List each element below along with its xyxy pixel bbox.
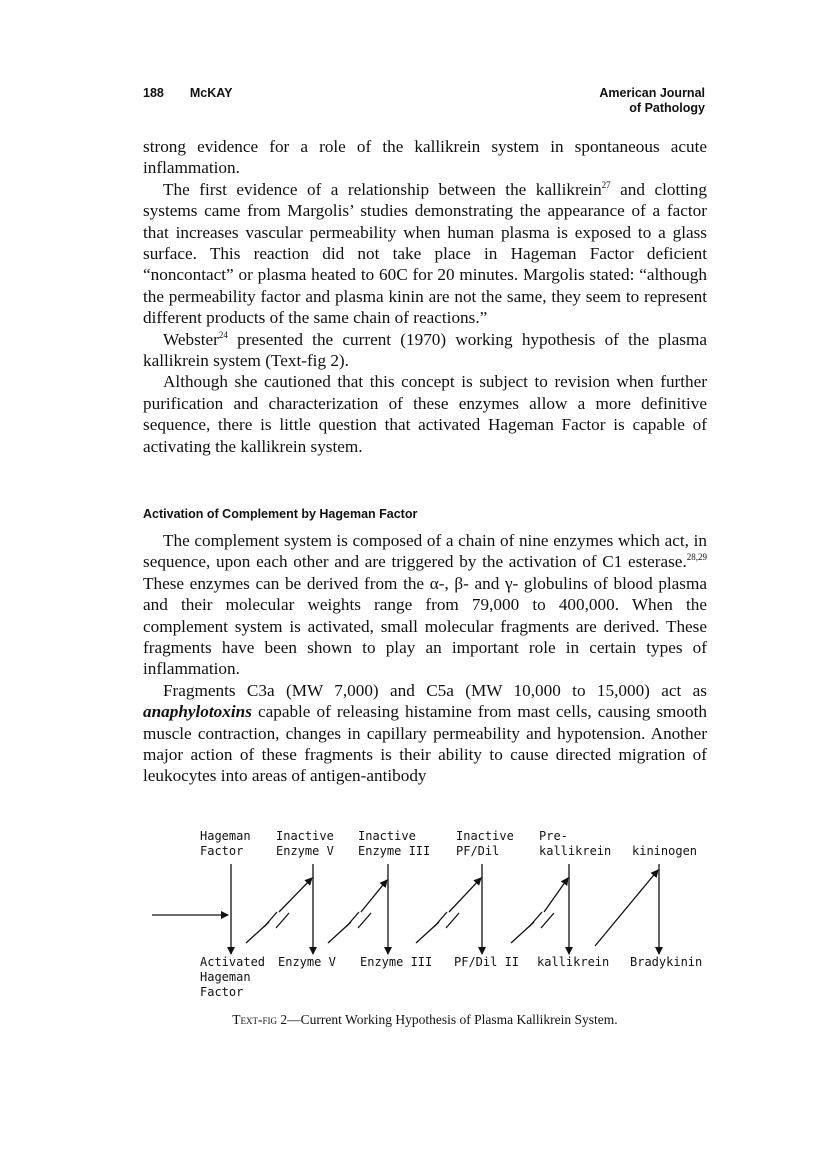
paragraph-6 <box>143 680 707 787</box>
body-text-lower <box>143 530 707 787</box>
journal-title-line1: American Journal <box>599 86 705 100</box>
activation-break-2 <box>346 912 371 928</box>
body-text-upper <box>143 136 707 457</box>
running-header-left <box>143 86 258 101</box>
activation-break-3 <box>434 912 459 928</box>
top-label-enzyme-iii-2: Enzyme III <box>358 844 431 858</box>
paragraph-6-text-a: Fragments C3a (MW 7,000) and C5a (MW 10,000 to 15,000) act as <box>163 680 707 700</box>
bottom-label-pf-dil-ii: PF/Dil II <box>454 955 520 969</box>
paragraph-2-text-b: and clotting systems came from Margolis’ studies demonstrating the appearance of a factor that increases vascular permeability when human plasma is exposed to a glass surface. This reaction did not take place in Hageman Factor deficient “noncontact” or plasma heated to 60C for 20 minutes. Margolis stated: “although the permeability factor and plasma kinin are not the same, they seem to represent different products of the same chain of reactions.” <box>143 179 707 328</box>
caption-prefix: Text-fig 2 <box>232 1012 288 1027</box>
paragraph-2-text-a: The first evidence of a relationship between the kallikrein <box>163 179 602 199</box>
top-label-enzyme-v-2: Enzyme V <box>276 844 334 858</box>
top-label-pf-dil-1: Inactive <box>456 829 514 843</box>
reference-27: 27 <box>601 179 611 190</box>
page-number: 188 <box>143 86 164 100</box>
bottom-label-kallikrein: kallikrein <box>537 955 610 969</box>
paragraph-1: strong evidence for a role of the kallikrein system in spontaneous acute inflammation. <box>143 137 707 178</box>
caption-text: —Current Working Hypothesis of Plasma Kallikrein System. <box>287 1012 618 1027</box>
paragraph-3-text-a: Webster <box>163 329 219 349</box>
paragraph-5 <box>143 530 707 680</box>
bottom-label-enzyme-iii: Enzyme III <box>360 955 433 969</box>
paragraph-3 <box>143 329 707 372</box>
paragraph-5-text-b: These enzymes can be derived from the α-, β- and γ- globulins of blood plasma and their molecular weights range from 79,000 to 400,000. When the complement system is activated, small molecular fragments are derived. These fragments have been shown to play an important role in certain types of inflammation. <box>143 573 707 679</box>
activation-break-1 <box>264 912 289 928</box>
reference-28-29: 28,29 <box>686 552 707 563</box>
activation-arrow-3 <box>416 878 481 943</box>
activation-break-4 <box>529 912 554 928</box>
top-label-hageman-factor-2: Factor <box>200 844 244 858</box>
top-label-hageman-factor-1: Hageman <box>200 829 251 843</box>
top-label-enzyme-v-1: Inactive <box>276 829 334 843</box>
bottom-label-activated-1: Activated <box>200 955 266 969</box>
paragraph-5-text-a: The complement system is composed of a chain of nine enzymes which act, in sequence, upon each other and are triggered by the activation of C1 esterase. <box>143 531 707 572</box>
running-header-right <box>599 86 705 116</box>
paragraph-3-text-b: presented the current (1970) working hypothesis of the plasma kallikrein system (Text-fig 2). <box>143 329 707 371</box>
bottom-label-enzyme-v: Enzyme V <box>278 955 336 969</box>
activation-arrow-1 <box>246 878 312 943</box>
kallikrein-pathway-diagram <box>140 826 710 1001</box>
reference-24: 24 <box>218 329 228 340</box>
bottom-label-activated-3: Factor <box>200 985 244 999</box>
bottom-label-bradykinin: Bradykinin <box>630 955 703 969</box>
author-name: McKAY <box>189 86 233 100</box>
paragraph-2 <box>143 179 707 329</box>
top-label-kininogen: kininogen <box>632 844 698 858</box>
activation-arrow-5 <box>595 870 658 946</box>
section-heading: Activation of Complement by Hageman Factor <box>143 507 418 521</box>
top-label-prekallikrein-2: kallikrein <box>539 844 612 858</box>
paragraph-4: Although she cautioned that this concept is subject to revision when further purification and characterization of these enzymes allow a more definitive sequence, there is little question that activated Hageman Factor is capable of activating the kallikrein system. <box>143 372 707 456</box>
figure-caption <box>143 1012 707 1028</box>
paragraph-6-text-b: capable of releasing histamine from mast cells, causing smooth muscle contraction, changes in capillary permeability and hypotension. Another major action of these fragments is their ability to cause directed migration of leukocytes into areas of antigen-antibody <box>143 702 707 786</box>
activation-arrow-4 <box>511 878 568 943</box>
activation-arrow-2 <box>328 880 387 943</box>
top-label-pf-dil-2: PF/Dil <box>456 844 500 858</box>
journal-title-line2: of Pathology <box>629 101 705 115</box>
top-label-prekallikrein-1: Pre- <box>539 829 568 843</box>
bottom-label-activated-2: Hageman <box>200 970 251 984</box>
top-label-enzyme-iii-1: Inactive <box>358 829 416 843</box>
anaphylotoxins-term: anaphylotoxins <box>143 702 252 722</box>
